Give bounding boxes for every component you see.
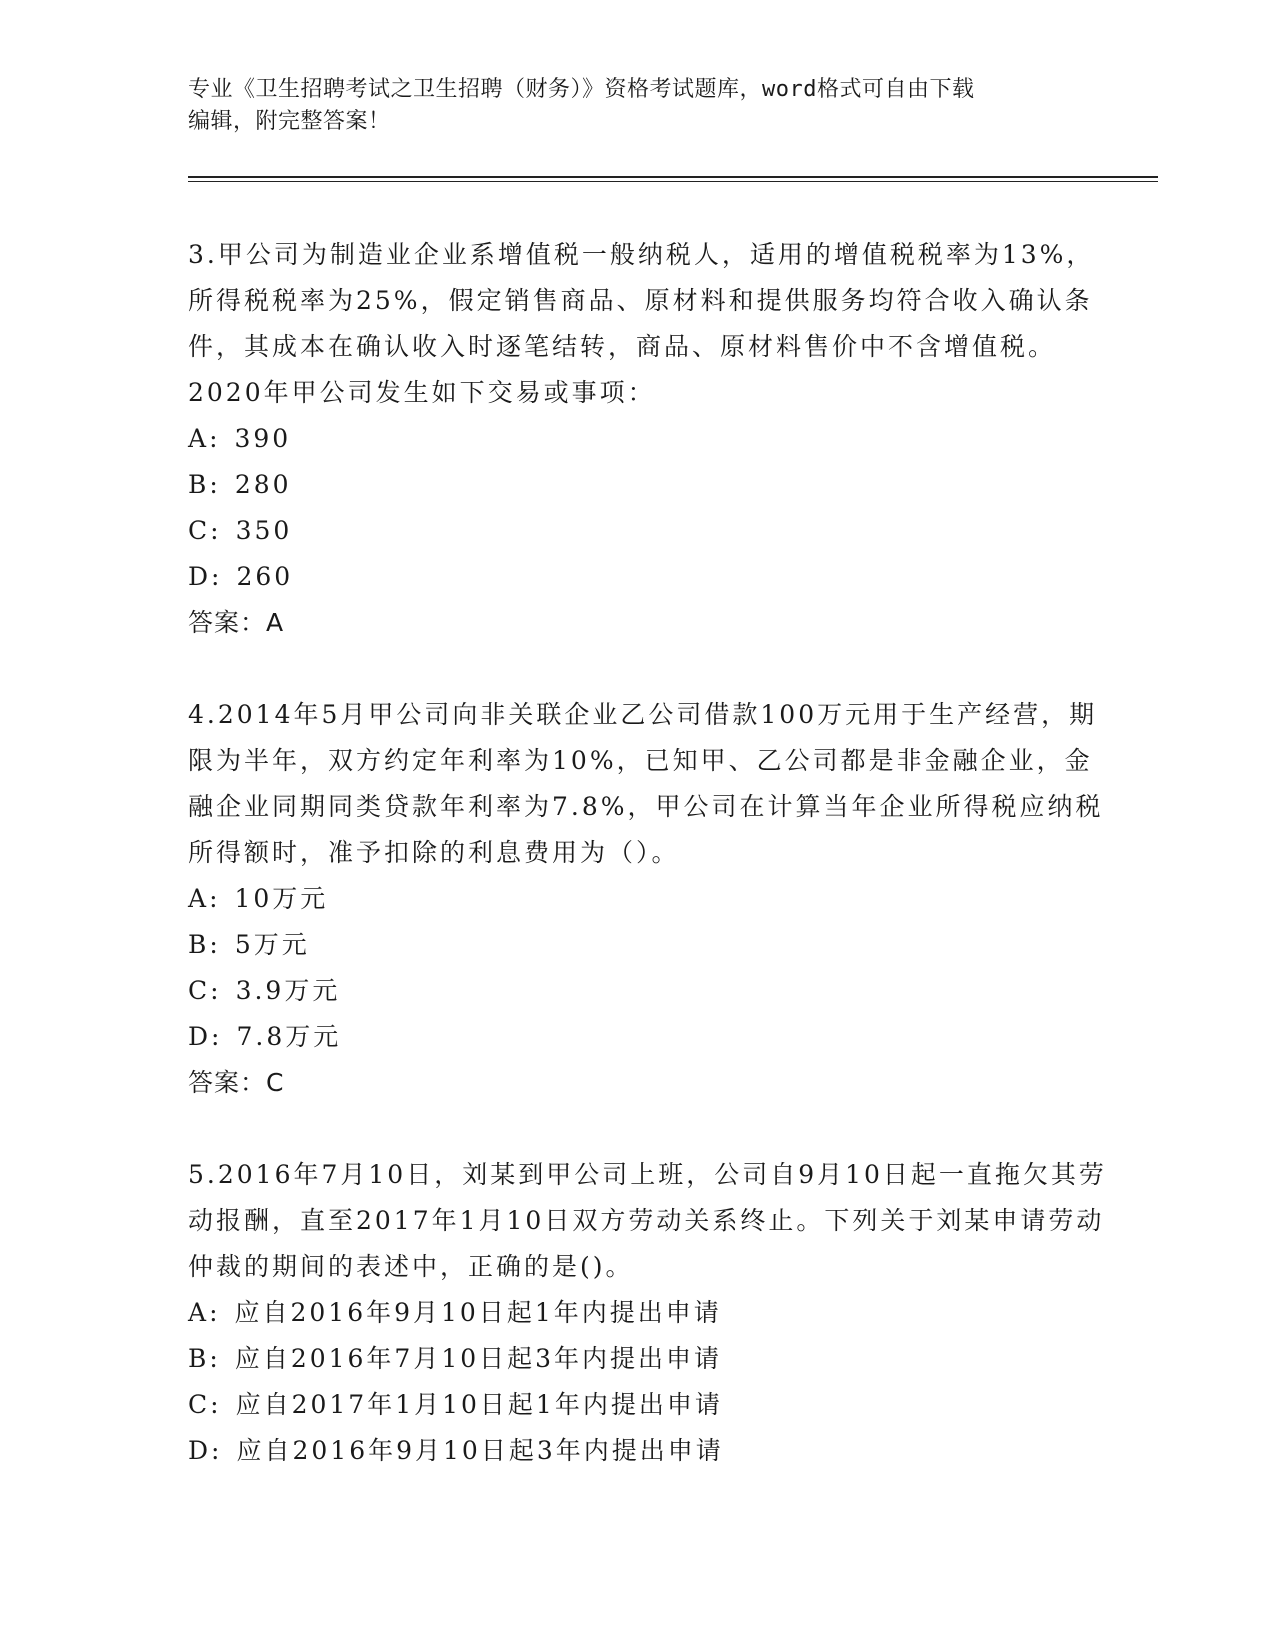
option-b <box>188 1336 1108 1382</box>
option-text: 350 <box>235 516 293 545</box>
option-a <box>188 876 1108 922</box>
option-text: 260 <box>236 562 294 591</box>
option-letter: B <box>188 470 210 499</box>
option-letter: A <box>188 884 210 913</box>
option-separator: : <box>209 1344 221 1373</box>
option-separator: : <box>209 424 221 453</box>
option-separator: : <box>211 562 223 591</box>
option-separator: : <box>209 470 221 499</box>
question-5 <box>188 1152 1108 1474</box>
option-letter: A <box>188 424 210 453</box>
question-text: 4.2014年5月甲公司向非关联企业乙公司借款100万元用于生产经营，期限为半年，双方约定年利率为10%，已知甲、乙公司都是非金融企业，金融企业同期同类贷款年利率为7.8%，甲公司在计算当年企业所得税应纳税所得额时，准予扣除的利息费用为（）。 <box>188 700 1104 867</box>
option-text: 10万元 <box>234 884 329 913</box>
option-separator: : <box>211 1436 223 1465</box>
option-text: 7.8万元 <box>236 1022 342 1051</box>
option-b <box>188 922 1108 968</box>
option-separator: : <box>209 930 221 959</box>
option-text: 280 <box>234 470 292 499</box>
spacer <box>188 646 1108 692</box>
option-separator: : <box>210 516 222 545</box>
option-letter: C <box>188 1390 211 1419</box>
header-line-2: 编辑，附完整答案！ <box>188 109 391 134</box>
option-a <box>188 1290 1108 1336</box>
option-text: 应自2017年1月10日起1年内提出申请 <box>235 1390 723 1419</box>
option-c <box>188 968 1108 1014</box>
option-text: 3.9万元 <box>235 976 341 1005</box>
spacer <box>188 1106 1108 1152</box>
option-text: 390 <box>234 424 292 453</box>
question-4 <box>188 692 1108 1106</box>
question-text: 5.2016年7月10日，刘某到甲公司上班，公司自9月10日起一直拖欠其劳动报酬，直至2017年1月10日双方劳动关系终止。下列关于刘某申请劳动仲裁的期间的表述中，正确的是()。 <box>188 1160 1107 1281</box>
option-letter: C <box>188 516 211 545</box>
answer-line: 答案：C <box>188 1068 285 1097</box>
header-line-1: 专业《卫生招聘考试之卫生招聘（财务）》资格考试题库，word格式可自由下载 <box>188 77 975 102</box>
option-a <box>188 416 1108 462</box>
option-separator: : <box>210 976 222 1005</box>
option-letter: C <box>188 976 211 1005</box>
option-letter: A <box>188 1298 210 1327</box>
option-d <box>188 1428 1108 1474</box>
option-letter: B <box>188 1344 210 1373</box>
question-text: 3.甲公司为制造业企业系增值税一般纳税人，适用的增值税税率为13%，所得税税率为25%，假定销售商品、原材料和提供服务均符合收入确认条件，其成本在确认收入时逐笔结转，商品、原材料售价中不含增值税。2020年甲公司发生如下交易或事项： <box>188 240 1095 407</box>
option-letter: D <box>188 562 212 591</box>
option-c <box>188 508 1108 554</box>
option-text: 5万元 <box>234 930 310 959</box>
option-text: 应自2016年9月10日起1年内提出申请 <box>234 1298 722 1327</box>
option-text: 应自2016年7月10日起3年内提出申请 <box>234 1344 723 1373</box>
option-c <box>188 1382 1108 1428</box>
option-d <box>188 554 1108 600</box>
question-3 <box>188 232 1108 646</box>
option-separator: : <box>209 1298 221 1327</box>
option-separator: : <box>211 1022 223 1051</box>
option-letter: D <box>188 1022 212 1051</box>
option-separator: : <box>209 884 221 913</box>
option-letter: B <box>188 930 210 959</box>
answer-line: 答案：A <box>188 608 285 637</box>
option-b <box>188 462 1108 508</box>
option-separator: : <box>210 1390 222 1419</box>
option-letter: D <box>188 1436 212 1465</box>
question-list <box>188 232 1108 1474</box>
option-d <box>188 1014 1108 1060</box>
page-header <box>188 74 1088 138</box>
header-divider <box>188 176 1158 182</box>
option-text: 应自2016年9月10日起3年内提出申请 <box>236 1436 724 1465</box>
